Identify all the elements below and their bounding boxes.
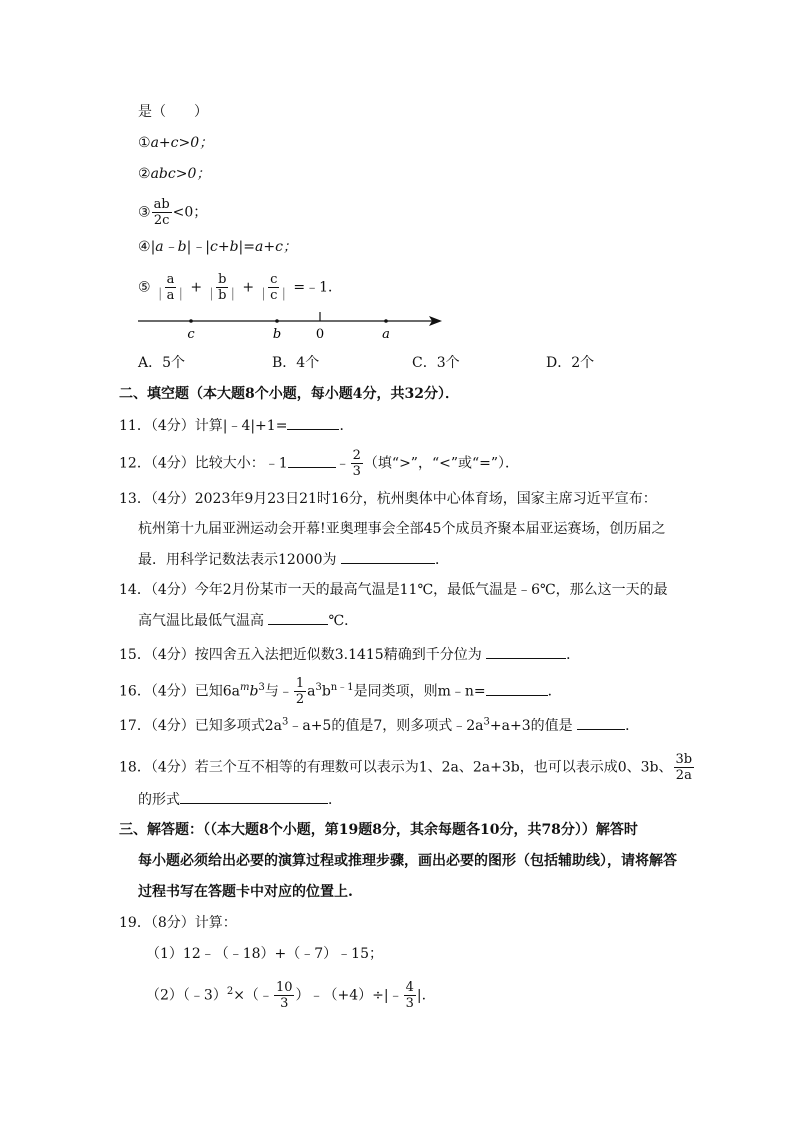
answer-blank [486,681,548,696]
q19-part-1: （1）12﹣（﹣18）+（﹣7）﹣15； [146,946,383,962]
fraction-b: $\frac{b}{|b|}$ [205,272,240,303]
q13-line-2: 杭州第十九届亚洲运动会开幕!亚奥理事会全部45个成员齐聚本届亚运赛场，创历届之 [138,521,666,537]
circled-number-1: ① [138,135,151,151]
section-2-title: 二、填空题（本大题8个小题，每小题4分，共32分）． [119,386,459,402]
option-b: B．4个 [272,355,320,371]
point-b [275,319,279,323]
label-a: a [382,327,390,342]
statement-text: abc>0； [150,166,211,182]
q13-line-3: 最．用科学记数法表示12000为 ． [138,549,449,570]
fraction-4-3: $\frac{4}{3}$ [405,980,414,1011]
q10-statement-2 [138,164,210,184]
q19-part-2: （2）（﹣3）$^2$×（﹣ $\frac{10}{3}$ ）﹣（+4）÷|﹣ $\frac{4}{3}$ |. [146,980,427,1011]
q16: 16．（4分）已知$6a^mb^3$与﹣ $\frac{1}{2}$ $a^3b^{n﹣1}$是同类项，则m﹣n= ． [119,676,562,707]
answer-blank [577,715,625,730]
section-3-line-1: 三、解答题：（（本大题8个小题，第19题8分，其余每题各10分，共78分））解答时 [119,822,638,838]
section-3-line-2: 每小题必须给出必要的演算过程或推理步骤，画出必要的图形（包括辅助线），请将解答 [138,853,677,869]
q19-title: 19．（8分）计算： [119,915,237,931]
q10-statement-1 [138,133,213,153]
option-d: D．2个 [546,355,595,371]
answer-blank [268,610,328,625]
q18-line-1: 18．（4分）若三个互不相等的有理数可以表示为1、2a、2a+3b，也可以表示成0、3b、 $\frac{3b}{2a}$ [119,752,693,783]
fraction-a: $\frac{a}{|a|}$ [153,272,188,303]
q15: 15．（4分）按四舍五入法把近似数3.1415精确到千分位为 ． [119,644,580,665]
q17: 17．（4分）已知多项式$2a^3﹣a+5$的值是7，则多项式$﹣2a^3+a+3$的值是 ． [119,716,640,734]
statement-text: a+c>0； [150,135,214,151]
q10-tail: 是（ ） [138,104,208,120]
fraction-1-2: $\frac{1}{2}$ [295,676,305,707]
statement-text: |a﹣b|﹣|c+b|=a+c； [150,239,297,255]
circled-number-5: ⑤ [138,279,151,296]
fraction-3b-2a: $\frac{3b}{2a}$ [675,752,693,783]
fraction-ab-over-2c: $\frac{ab}{2c}$ [153,197,170,228]
q10-statement-3 [138,197,207,228]
circled-number-2: ② [138,166,151,182]
fraction-10-3: $\frac{10}{3}$ [275,980,293,1011]
option-a: A．5个 [138,355,186,371]
fraction-c: $\frac{c}{|c|}$ [257,272,291,303]
answer-blank [288,453,336,468]
q10-statement-4 [138,237,297,257]
circled-number-3: ③ [138,204,151,221]
q14-line-2: 高气温比最低气温高 ℃． [138,610,358,631]
circled-number-4: ④ [138,239,151,255]
section-3-line-3: 过程书写在答题卡中对应的位置上. [138,884,353,900]
q10-statement-5: ⑤ $\frac{a}{|a|}$ + $\frac{b}{|b|}$ + $\frac{c}{|c|}$ =﹣1． [138,272,343,303]
label-0: 0 [315,327,325,342]
statement-text: <0； [172,204,208,221]
answer-blank [486,644,566,659]
fraction-2-3: $\frac{2}{3}$ [352,448,361,479]
option-c: C．3个 [412,355,460,371]
q12: 12．（4分）比较大小：﹣1 ﹣ $\frac{2}{3}$ （填“>”，“<”或“=”）． [119,448,520,479]
number-line [130,308,460,344]
q11: 11．（4分）计算|﹣4|+1= ． [119,415,353,436]
point-c [189,319,193,323]
q18-line-2: 的形式 ． [138,789,342,810]
label-c: c [187,327,195,342]
statement-text: =﹣1． [293,279,343,296]
answer-blank [180,789,328,804]
q14-line-1: 14．（4分）今年2月份某市一天的最高气温是11℃，最低气温是﹣6℃，那么这一天的最 [119,582,668,598]
q13-line-1: 13．（4分）2023年9月23日21时16分，杭州奥体中心体育场，国家主席习近平宣布： [119,491,657,507]
answer-blank [341,549,435,564]
point-a [384,319,388,323]
label-b: b [272,327,282,342]
answer-blank [287,415,339,430]
